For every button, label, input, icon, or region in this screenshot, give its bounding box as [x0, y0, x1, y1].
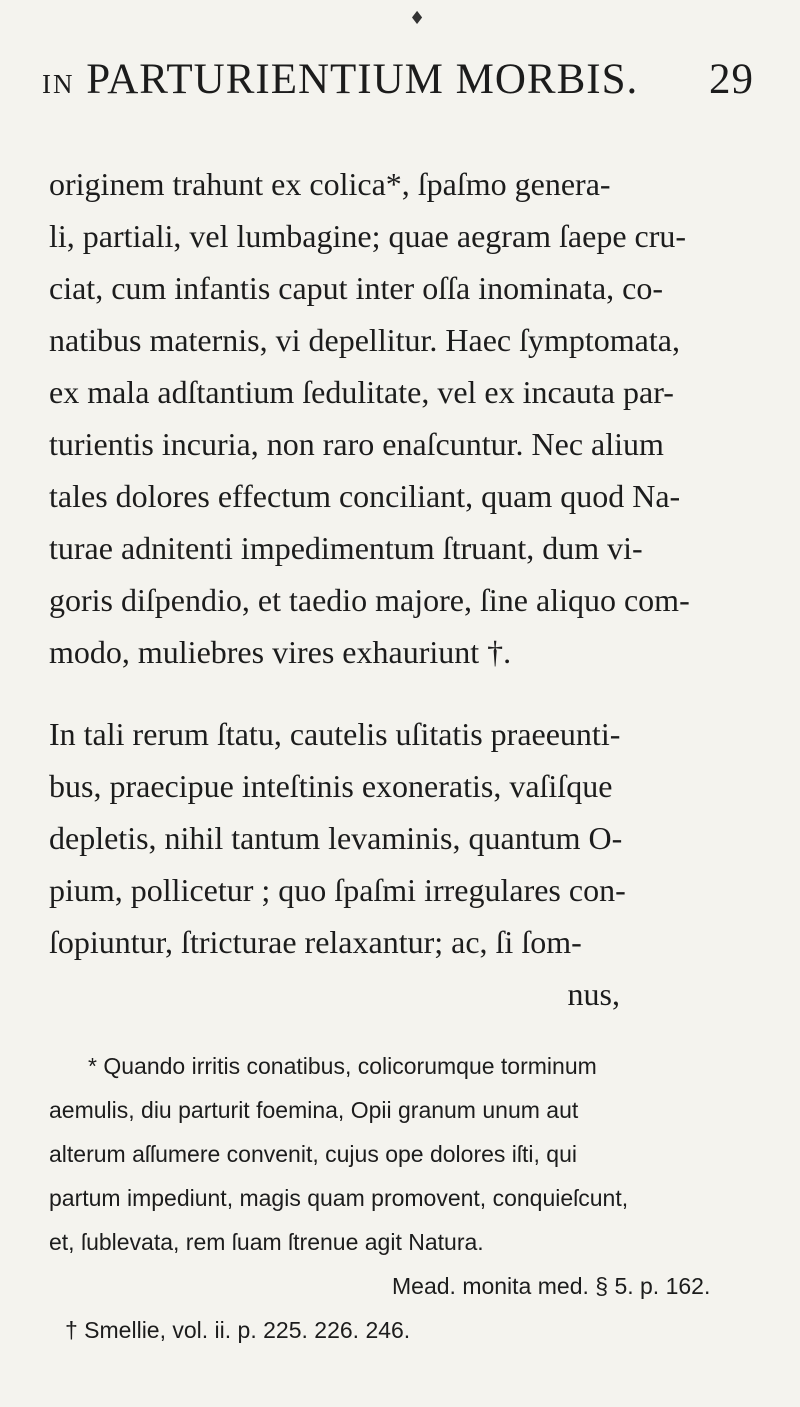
- body-line: ex mala adſtantium ſedulitate, vel ex incauta par-: [49, 374, 674, 410]
- running-head-prefix: IN: [42, 69, 75, 99]
- body-line: turientis incuria, non raro enaſcuntur. Nec alium: [49, 426, 664, 462]
- body-line: pium, pollicetur ; quo ſpaſmi irregulares con-: [49, 872, 626, 908]
- footnote-line: † Smellie, vol. ii. p. 225. 226. 246.: [65, 1317, 411, 1343]
- running-head: [42, 50, 754, 110]
- body-line: bus, praecipue inteſtinis exoneratis, vaſiſque: [49, 768, 613, 804]
- footnote-citation: Mead. monita med. § 5. p. 162.: [392, 1273, 711, 1299]
- body-line: ciat, cum infantis caput inter oſſa inominata, co-: [49, 270, 664, 306]
- body-line: goris diſpendio, et taedio majore, ſine aliquo com-: [49, 582, 690, 618]
- footnote-line: et, ſublevata, rem ſuam ſtrenue agit Natura.: [49, 1229, 484, 1255]
- body-line: ſopiuntur, ſtricturae relaxantur; ac, ſi ſom-: [49, 924, 582, 960]
- catchword: nus,: [567, 976, 620, 1012]
- body-line: modo, muliebres vires exhauriunt †.: [49, 634, 512, 670]
- body-line: li, partiali, vel lumbagine; quae aegram ſaepe cru-: [49, 218, 687, 254]
- body-line: In tali rerum ſtatu, cautelis uſitatis praeeunti-: [49, 716, 621, 752]
- footnote-line: partum impediunt, magis quam promovent, conquieſcunt,: [49, 1185, 629, 1211]
- footnote-line: aemulis, diu parturit foemina, Opii granum unum aut: [49, 1097, 579, 1123]
- footnote-line: alterum aſſumere convenit, cujus ope dolores iſti, qui: [49, 1141, 577, 1167]
- body-line: originem trahunt ex colica*, ſpaſmo genera-: [49, 166, 611, 202]
- body-line: turae adnitenti impedimentum ſtruant, dum vi-: [49, 530, 643, 566]
- body-line: natibus maternis, vi depellitur. Haec ſymptomata,: [49, 322, 680, 358]
- body-line: tales dolores effectum conciliant, quam quod Na-: [49, 478, 681, 514]
- page-number: 29: [709, 56, 754, 103]
- top-ornament-mark: ♦: [409, 8, 426, 29]
- body-line: depletis, nihil tantum levaminis, quantum O-: [49, 820, 623, 856]
- running-head-title: PARTURIENTIUM MORBIS.: [86, 56, 639, 103]
- footnote-line: * Quando irritis conatibus, colicorumque torminum: [88, 1053, 597, 1079]
